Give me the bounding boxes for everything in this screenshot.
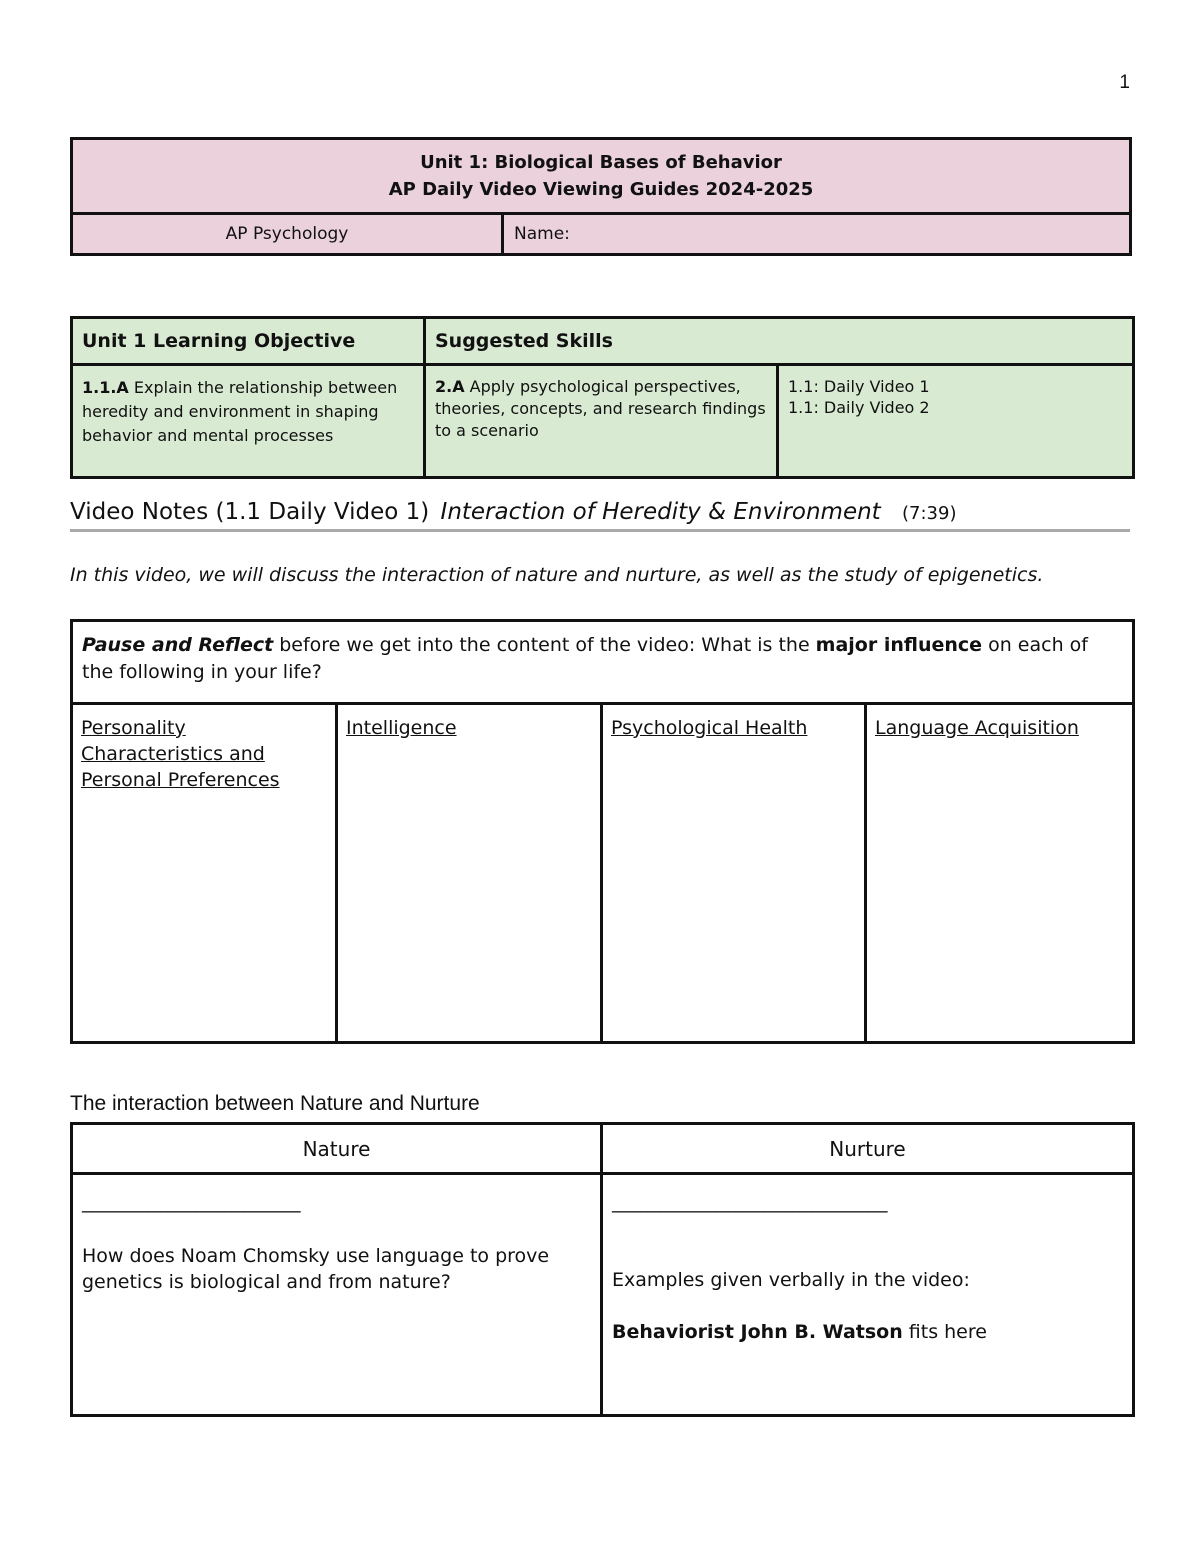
title-line-2: AP Daily Video Viewing Guides 2024-2025 bbox=[388, 179, 814, 200]
watson-name: Behaviorist John B. Watson bbox=[612, 1321, 903, 1343]
pause-reflect-lead: Pause and Reflect bbox=[82, 634, 274, 656]
nature-question: How does Noam Chomsky use language to prove genetics is biological and from nature? bbox=[82, 1245, 550, 1293]
title-line-1: Unit 1: Biological Bases of Behavior bbox=[420, 152, 782, 173]
objective-code: 1.1.A bbox=[82, 378, 129, 397]
question-text: on each of the following in your life? bbox=[82, 634, 1088, 683]
video-list bbox=[778, 365, 1134, 478]
nurture-header: Nurture bbox=[602, 1124, 1134, 1174]
learning-objective bbox=[72, 365, 425, 478]
pause-reflect-question bbox=[72, 621, 1134, 704]
nature-nurture-label: The interaction between Nature and Nurture bbox=[70, 1092, 480, 1115]
objectives-table bbox=[70, 316, 1135, 479]
video-item: 1.1: Daily Video 1 bbox=[788, 377, 930, 396]
document-title bbox=[72, 139, 1131, 214]
nature-cell[interactable] bbox=[72, 1174, 602, 1416]
nature-nurture-table bbox=[70, 1122, 1135, 1417]
skill-code: 2.A bbox=[435, 377, 465, 396]
header-table bbox=[70, 137, 1132, 256]
course-name: AP Psychology bbox=[72, 214, 503, 255]
video-notes-heading bbox=[70, 499, 1130, 532]
answer-cell-personality[interactable] bbox=[72, 704, 337, 1043]
answer-cell-psych-health[interactable] bbox=[602, 704, 866, 1043]
page-number: 1 bbox=[1119, 72, 1130, 93]
nurture-example-line bbox=[612, 1321, 987, 1343]
video-notes-prefix: Video Notes (1.1 Daily Video 1) bbox=[70, 499, 430, 525]
watson-text: fits here bbox=[902, 1321, 987, 1343]
skill-text: Apply psychological perspectives, theories, concepts, and research findings to a scenario bbox=[435, 377, 766, 440]
skills-header: Suggested Skills bbox=[425, 318, 1134, 365]
column-label: Language Acquisition bbox=[875, 717, 1079, 739]
answer-cell-language[interactable] bbox=[866, 704, 1134, 1043]
answer-cell-intelligence[interactable] bbox=[337, 704, 602, 1043]
video-title: Interaction of Heredity & Environment bbox=[440, 499, 881, 525]
column-label: Personality Characteristics and Personal Preferences bbox=[81, 717, 280, 791]
nature-blank: _______________________ bbox=[82, 1191, 301, 1213]
question-text: before we get into the content of the video: What is the bbox=[273, 634, 816, 656]
column-label: Psychological Health bbox=[611, 717, 808, 739]
objective-header: Unit 1 Learning Objective bbox=[72, 318, 425, 365]
name-field[interactable] bbox=[503, 214, 1131, 255]
nurture-cell[interactable] bbox=[602, 1174, 1134, 1416]
name-label: Name: bbox=[514, 224, 570, 244]
objective-text: Explain the relationship between heredity and environment in shaping behavior and mental processes bbox=[82, 378, 398, 445]
question-emphasis: major influence bbox=[815, 634, 983, 656]
video-length: (7:39) bbox=[902, 503, 957, 524]
suggested-skill bbox=[425, 365, 778, 478]
video-intro: In this video, we will discuss the interaction of nature and nurture, as well as the study of epigenetics. bbox=[70, 564, 1044, 586]
nurture-blank: _____________________________ bbox=[612, 1191, 888, 1213]
pause-reflect-table bbox=[70, 619, 1135, 1044]
video-item: 1.1: Daily Video 2 bbox=[788, 398, 930, 417]
nature-header: Nature bbox=[72, 1124, 602, 1174]
column-label: Intelligence bbox=[346, 717, 457, 739]
nurture-examples: Examples given verbally in the video: bbox=[612, 1269, 970, 1291]
